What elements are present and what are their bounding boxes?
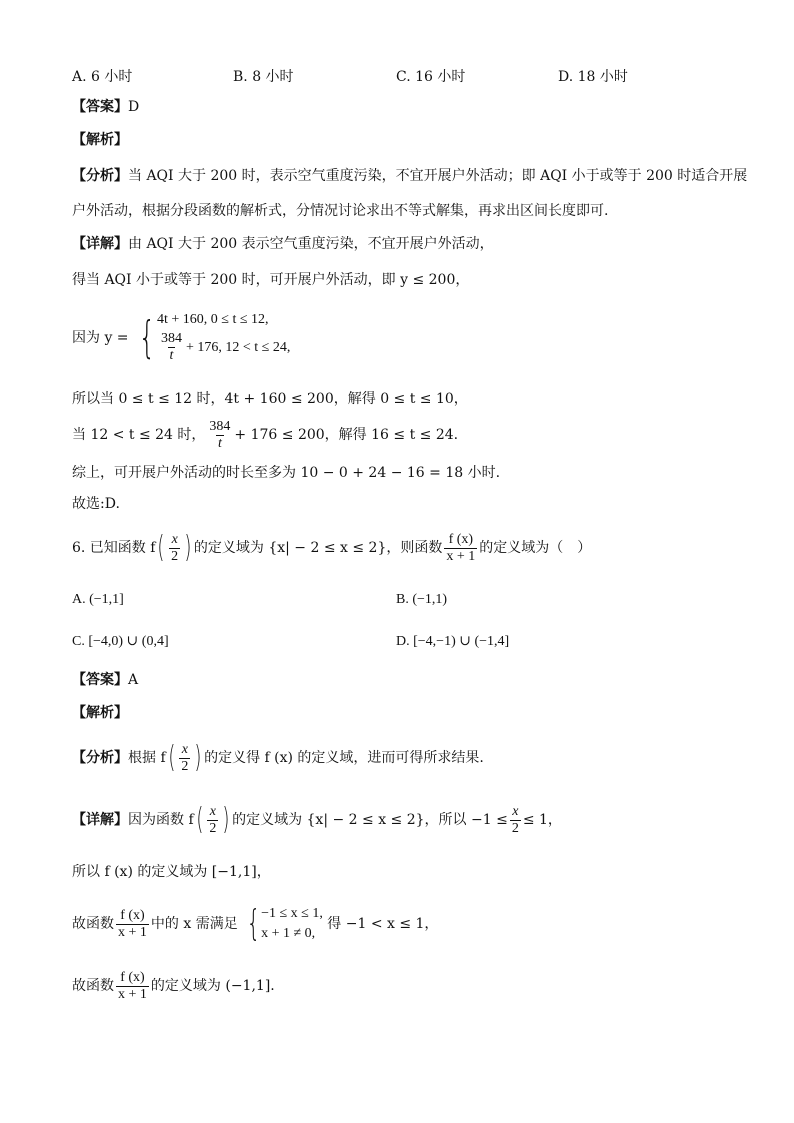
q5-fenxi-line-1: 【分析】当 AQI 大于 200 时，表示空气重度污染，不宜开展户外活动；即 AQI 小于或等于 200 时适合开展 (72, 168, 748, 184)
q6-option-d: D. [−4,−1) ∪ (−1,4] (396, 634, 510, 649)
q6-stem: 6. 已知函数 f( $\frac{x}{2}$ ) 的定义域为 {x| − 2 ≤ x ≤ 2}，则函数 $\frac{f (x)}{x + 1}$ 的定义域为（ ） (72, 530, 592, 565)
q6-option-a: A. (−1,1] (72, 592, 124, 607)
q5-answer-line (72, 97, 139, 117)
answer-value: D (128, 99, 140, 115)
q6-option-c: C. [−4,0) ∪ (0,4] (72, 634, 169, 649)
q5-xiangjie-line-2: 得当 AQI 小于或等于 200 时，可开展户外活动，即 y ≤ 200， (72, 272, 470, 288)
answer-tag: 【答案】 (72, 99, 128, 115)
q6-xiangjie-line-3: 故函数 $\frac{f (x)}{x + 1}$ 中的 x 需满足 { −1 ≤ x ≤ 1, x + 1 ≠ 0, 得 −1 < x ≤ 1， (72, 903, 439, 944)
q5-piecewise: 因为 y = { 4t + 160, 0 ≤ t ≤ 12, $\frac{384}{t}$ + 176, 12 < t ≤ 24, (72, 308, 290, 370)
q5-xiangjie-line-1: 【详解】由 AQI 大于 200 表示空气重度污染，不宜开展户外活动， (72, 236, 494, 252)
constraint-system: { −1 ≤ x ≤ 1, x + 1 ≠ 0, (246, 903, 323, 944)
option-d: D. 18 小时 (558, 69, 628, 85)
q6-option-b: B. (−1,1) (396, 592, 448, 607)
q6-xiangjie-line-4: 故函数 $\frac{f (x)}{x + 1}$ 的定义域为 (−1,1]. (72, 969, 275, 1002)
case-1: 4t + 160, 0 ≤ t ≤ 12, (157, 312, 269, 327)
q5-analysis-tag: 【解析】 (72, 132, 128, 148)
option-c: C. 16 小时 (396, 69, 466, 85)
q5-xiangjie-line-5: 当 12 < t ≤ 24 时， $\frac{384}{t}$ + 176 ≤ 200，解得 16 ≤ t ≤ 24. (72, 418, 459, 451)
option-a: A. 6 小时 (72, 69, 133, 85)
q5-xiangjie-line-7: 故选:D. (72, 496, 120, 512)
q5-xiangjie-line-4: 所以当 0 ≤ t ≤ 12 时，4t + 160 ≤ 200，解得 0 ≤ t ≤ 10， (72, 391, 468, 407)
q6-answer-line: 【答案】A (72, 672, 139, 688)
q5-fenxi-line-2: 户外活动，根据分段函数的解析式，分情况讨论求出不等式解集，再求出区间长度即可. (72, 203, 609, 219)
q6-analysis-tag: 【解析】 (72, 705, 128, 721)
q6-xiangjie-line-1: 【详解】因为函数 f( $\frac{x}{2}$ ) 的定义域为 {x| − 2 ≤ x ≤ 2}，所以 −1 ≤ $\frac{x}{2}$ ≤ 1， (72, 802, 562, 837)
xj5-fraction: $\frac{384}{t}$ (209, 418, 231, 451)
q6-fenxi-line: 【分析】根据 f( $\frac{x}{2}$ ) 的定义得 f (x) 的定义域，进而可得所求结果. (72, 740, 484, 775)
q5-xiangjie-line-6: 综上，可开展户外活动的时长至多为 10 − 0 + 24 − 16 = 18 小时. (72, 465, 501, 481)
q6-xiangjie-line-2: 所以 f (x) 的定义域为 [−1,1]， (72, 864, 271, 880)
piecewise-system: { 4t + 160, 0 ≤ t ≤ 12, $\frac{384}{t}$ + 176, 12 < t ≤ 24, (138, 312, 291, 364)
case-2-fraction: $\frac{384}{t}$ (161, 331, 182, 364)
option-b: B. 8 小时 (233, 69, 294, 85)
